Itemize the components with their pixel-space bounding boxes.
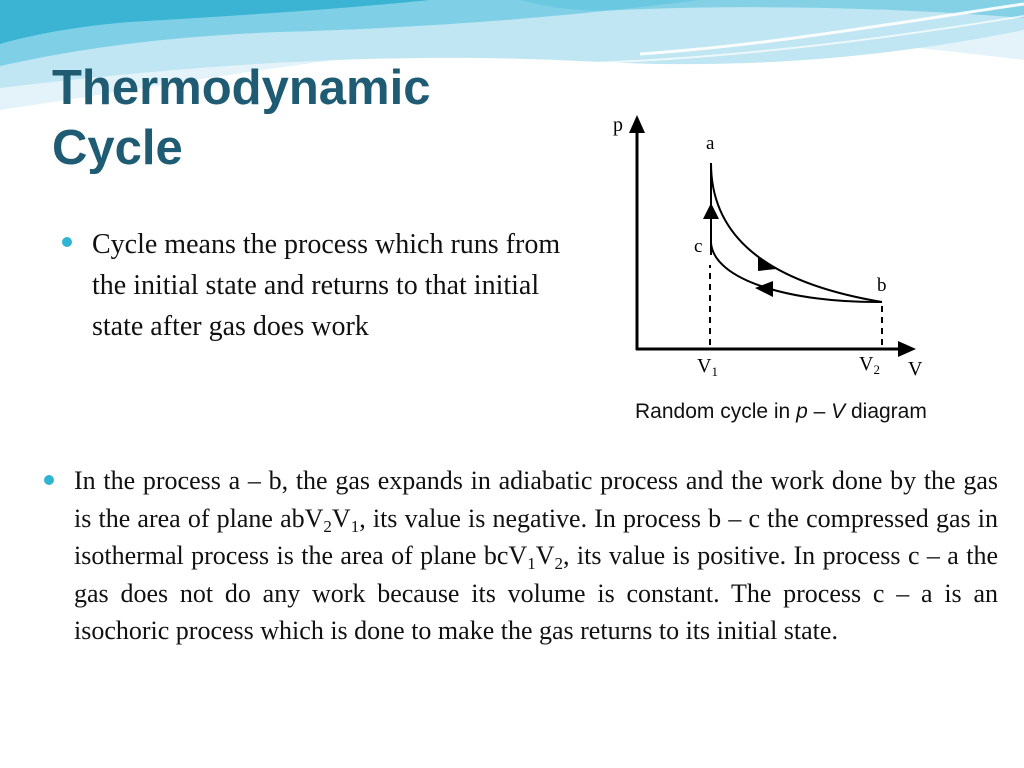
pv-diagram — [590, 105, 1010, 395]
axis-p-label: p — [613, 114, 623, 136]
arrow-b-c-icon — [755, 281, 773, 297]
v2-label: $V_2$ — [859, 353, 880, 377]
point-b-label: b — [877, 275, 887, 296]
bullet-cycle-text: Cycle means the process which runs from the initial state and returns to that initial state after gas does work — [92, 229, 561, 342]
v1-label: $V_1$ — [697, 355, 718, 379]
x-axis-arrow-icon — [898, 341, 916, 357]
diagram-caption: Random cycle in p – V diagram — [635, 400, 927, 423]
slide-title-line1: Thermodynamic — [52, 61, 431, 115]
adiabatic-curve-a-b — [711, 163, 882, 302]
point-c-label: c — [694, 236, 703, 257]
axis-v-label: V — [908, 358, 923, 380]
arrow-c-a-icon — [703, 203, 719, 219]
bullet-dot-icon — [62, 237, 72, 247]
slide-title — [52, 58, 430, 178]
arrow-a-b-icon — [758, 257, 776, 271]
bullet-dot-icon — [44, 475, 54, 485]
point-a-label: a — [706, 133, 715, 154]
process-explanation-text: In the process a – b, the gas expands in adiabatic process and the work done by the gas is the area of plane $abV_2V_1$, its value is negative. In process b – c the compressed gas in isothermal process is the area of plane $bcV_1V_2$, its value is positive. In process c – a the gas does not do any work because its volume is constant. The process c – a is an isochoric process which is done to make the gas returns to its initial state. — [74, 466, 998, 645]
bullet-process-explanation — [44, 462, 998, 650]
bullet-cycle-definition — [62, 224, 562, 347]
y-axis-arrow-icon — [629, 115, 645, 133]
slide-title-line2: Cycle — [52, 121, 183, 175]
isothermal-curve-b-c — [711, 243, 882, 302]
